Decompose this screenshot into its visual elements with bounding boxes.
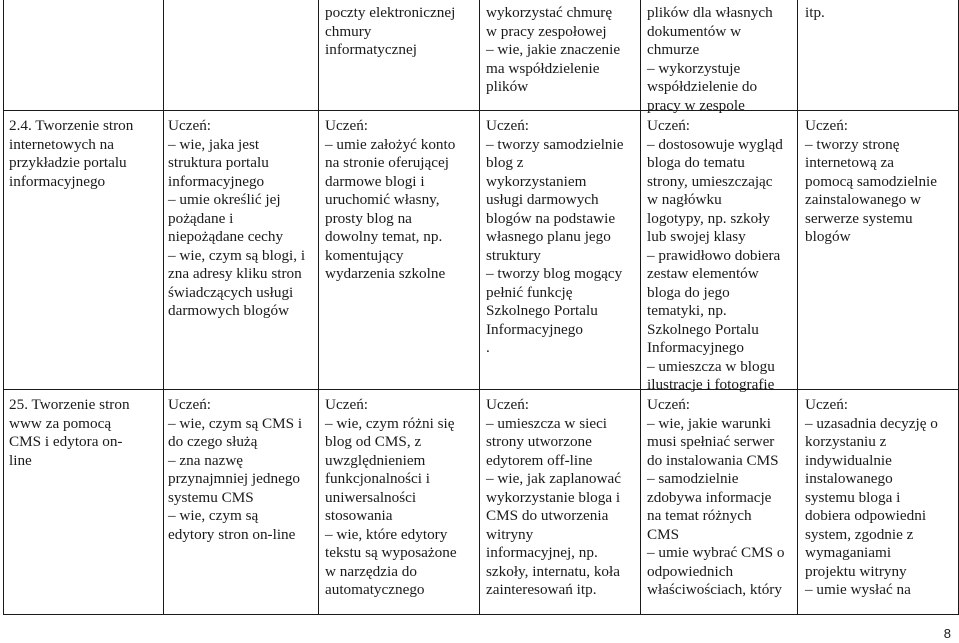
text-line: tematyki, np. — [647, 302, 727, 319]
text-line: CMS do utworzenia — [486, 507, 609, 524]
text-line: na stronie oferującej — [325, 154, 449, 171]
text-line: informacyjnej, np. — [486, 544, 598, 561]
text-line: komentujący — [325, 246, 404, 264]
text-line: poczty elektronicznej — [325, 4, 456, 21]
text-line: Uczeń: — [325, 117, 369, 134]
text-line: przynajmniej jednego — [168, 470, 301, 487]
text-line: darmowe blogi i — [325, 172, 425, 190]
text-line: blog od CMS, z — [325, 433, 422, 450]
text-line: dobiera odpowiedni — [805, 507, 927, 524]
text-line: zainstalowanego w — [805, 191, 921, 208]
text-line: na temat różnych — [647, 507, 752, 524]
table-border — [797, 0, 798, 614]
requirements-cell-extended-blogs — [325, 117, 455, 284]
text-line: szkoły, internatu, koła — [486, 562, 620, 580]
text-line: logotypy, np. szkoły — [647, 209, 771, 227]
text-line: tekstu są wyposażone — [325, 544, 457, 561]
text-line: zna adresy kliku stron — [168, 265, 302, 282]
text-line: – wie, czym są — [168, 507, 259, 524]
requirements-cell-basic-blogs — [168, 117, 305, 321]
text-line: stosowania — [325, 507, 393, 524]
text-line: – dostosowuje wygląd — [647, 135, 783, 153]
text-line: Uczeń: — [805, 396, 849, 413]
text-line: blogów — [805, 228, 851, 245]
text-line: ma współdzielenie — [486, 59, 600, 77]
requirements-cell-advanced-cms — [647, 396, 785, 600]
text-line: indywidualnie — [805, 451, 892, 469]
table-border — [640, 0, 641, 614]
requirements-cell-supplementary-blogs — [486, 117, 624, 358]
continued-cell-col5 — [647, 4, 773, 115]
requirements-cell-excellent-cms — [805, 396, 938, 600]
text-line: instalowanego — [805, 470, 893, 487]
text-line: blog z — [486, 154, 524, 171]
text-line: CMS — [647, 525, 680, 543]
text-line: wymaganiami — [805, 544, 892, 561]
text-line: uruchomić własny, — [325, 191, 440, 208]
text-line: wydarzenia szkolne — [325, 265, 446, 282]
text-line: system, zgodnie z — [805, 525, 914, 543]
text-line: – tworzy samodzielnie — [486, 135, 624, 153]
text-line: line — [9, 451, 32, 469]
text-line: usługi darmowych — [486, 191, 599, 208]
text-line: informatycznej — [325, 41, 417, 58]
requirements-cell-excellent-blogs — [805, 117, 937, 247]
text-line: – umie założyć konto — [325, 135, 456, 153]
text-line: współdzielenie do — [647, 78, 758, 95]
text-line: pożądane i — [168, 209, 234, 227]
text-line: – wie, czym różni się — [325, 414, 455, 432]
page-number: 8 — [943, 626, 951, 641]
text-line: plików dla własnych — [647, 4, 773, 21]
text-line: itp. — [805, 4, 825, 21]
text-line: pomocą samodzielnie — [805, 172, 938, 190]
text-line: internetowych na — [9, 135, 115, 153]
text-line: Uczeń: — [805, 117, 849, 134]
text-line: musi spełniać serwer — [647, 433, 775, 450]
text-line: pełnić funkcję — [486, 283, 573, 301]
text-line: bloga do tematu — [647, 154, 745, 171]
text-line: edytorem off-line — [486, 451, 593, 469]
text-line: świadczących usługi — [168, 283, 294, 301]
text-line: Uczeń: — [647, 396, 691, 413]
text-line: systemu bloga i — [805, 488, 901, 506]
text-line: – wie, czym są blogi, i — [168, 246, 306, 264]
requirements-cell-advanced-blogs — [647, 117, 783, 395]
text-line: odpowiednich — [647, 562, 734, 580]
text-line: funkcjonalności i — [325, 470, 431, 487]
text-line: ilustracje i fotografie — [647, 376, 775, 393]
table-border — [3, 389, 959, 390]
text-line: Uczeń: — [168, 396, 212, 413]
text-line: struktura portalu — [168, 154, 269, 171]
text-line: informacyjnego — [9, 172, 106, 190]
text-line: prosty blog na — [325, 209, 412, 227]
text-line: – prawidłowo dobiera — [647, 246, 781, 264]
text-line: – wie, czym są CMS i — [168, 414, 303, 432]
text-line: strony, umieszczając — [647, 172, 773, 190]
text-line: własnego planu jego — [486, 228, 611, 245]
text-line: zainteresowań itp. — [486, 581, 597, 598]
text-line: – umie określić jej — [168, 191, 281, 208]
text-line: blogów na podstawie — [486, 209, 616, 227]
text-line: darmowych blogów — [168, 302, 290, 319]
text-line: wykorzystaniem — [486, 172, 587, 190]
text-line: w pracy zespołowej — [486, 22, 607, 40]
text-line: – wykorzystuje — [647, 59, 741, 77]
text-line: dowolny temat, np. — [325, 228, 443, 245]
table-border — [163, 0, 164, 614]
text-line: CMS i edytora on- — [9, 433, 123, 450]
text-line: – umieszcza w blogu — [647, 357, 775, 375]
text-line: Informacyjnego — [647, 339, 744, 356]
topic-cell-cms — [9, 396, 130, 470]
requirements-cell-supplementary-cms — [486, 396, 621, 600]
text-line: Szkolnego Portalu — [486, 302, 598, 319]
text-line: – wie, które edytory — [325, 525, 448, 543]
continued-cell-col6 — [805, 4, 825, 23]
text-line: strony utworzone — [486, 433, 592, 450]
text-line: – umieszcza w sieci — [486, 414, 608, 432]
text-line: – umie wysłać na — [805, 581, 911, 598]
text-line: 2.4. Tworzenie stron — [9, 117, 134, 134]
text-line: www za pomocą — [9, 414, 112, 432]
requirements-cell-basic-cms — [168, 396, 302, 544]
text-line: – tworzy blog mogący — [486, 265, 623, 282]
text-line: bloga do jego — [647, 283, 730, 301]
text-line: witryny — [486, 525, 534, 543]
text-line: internetową za — [805, 154, 894, 171]
text-line: plików — [486, 78, 529, 95]
text-line: 25. Tworzenie stron — [9, 396, 130, 413]
text-line: do instalowania CMS — [647, 451, 779, 469]
text-line: uwzględnieniem — [325, 451, 426, 469]
text-line: – umie wybrać CMS o — [647, 544, 785, 561]
text-line: niepożądane cechy — [168, 228, 284, 245]
text-line: chmurze — [647, 41, 700, 58]
continued-cell-col4 — [486, 4, 620, 97]
text-line: automatycznego — [325, 581, 425, 598]
text-line: informacyjnego — [168, 172, 265, 190]
text-line: – wie, jak zaplanować — [486, 470, 621, 487]
topic-cell-blogs — [9, 117, 133, 191]
text-line: – wie, jakie warunki — [647, 414, 771, 432]
text-line: – wie, jaka jest — [168, 135, 260, 153]
text-line: . — [486, 339, 490, 356]
text-line: Uczeń: — [647, 117, 691, 134]
text-line: w nagłówku — [647, 191, 722, 208]
text-line: lub swojej klasy — [647, 228, 746, 245]
table-border — [3, 0, 4, 614]
table-border — [3, 614, 959, 615]
table-border — [318, 0, 319, 614]
text-line: korzystaniu z — [805, 433, 887, 450]
text-line: edytory stron on-line — [168, 525, 296, 543]
text-line: Uczeń: — [486, 117, 530, 134]
text-line: struktury — [486, 246, 541, 264]
text-line: Uczeń: — [486, 396, 530, 413]
text-line: – wie, jakie znaczenie — [486, 41, 621, 58]
text-line: do czego służą — [168, 433, 258, 450]
table-border — [479, 0, 480, 614]
text-line: w narzędzia do — [325, 562, 417, 580]
text-line: zdobywa informacje — [647, 488, 772, 506]
text-line: pracy w zespole — [647, 96, 745, 114]
text-line: projektu witryny — [805, 562, 907, 580]
text-line: systemu CMS — [168, 488, 254, 506]
text-line: wykorzystanie bloga i — [486, 488, 621, 506]
text-line: – tworzy stronę — [805, 135, 900, 153]
text-line: wykorzystać chmurę — [486, 4, 613, 21]
text-line: Informacyjnego — [486, 320, 583, 338]
continued-cell-col3 — [325, 4, 455, 60]
requirements-cell-extended-cms — [325, 396, 457, 600]
text-line: zestaw elementów — [647, 265, 759, 282]
text-line: – samodzielnie — [647, 470, 739, 487]
text-line: właściwościach, który — [647, 581, 782, 598]
text-line: Uczeń: — [168, 117, 212, 134]
text-line: uniwersalności — [325, 488, 417, 506]
table-border — [3, 110, 959, 111]
text-line: serwerze systemu — [805, 209, 913, 227]
text-line: chmury — [325, 22, 372, 40]
text-line: Uczeń: — [325, 396, 369, 413]
text-line: dokumentów w — [647, 22, 742, 40]
text-line: Szkolnego Portalu — [647, 320, 759, 338]
text-line: – uzasadnia decyzję o — [805, 414, 938, 432]
text-line: przykładzie portalu — [9, 154, 127, 171]
text-line: – zna nazwę — [168, 451, 244, 469]
